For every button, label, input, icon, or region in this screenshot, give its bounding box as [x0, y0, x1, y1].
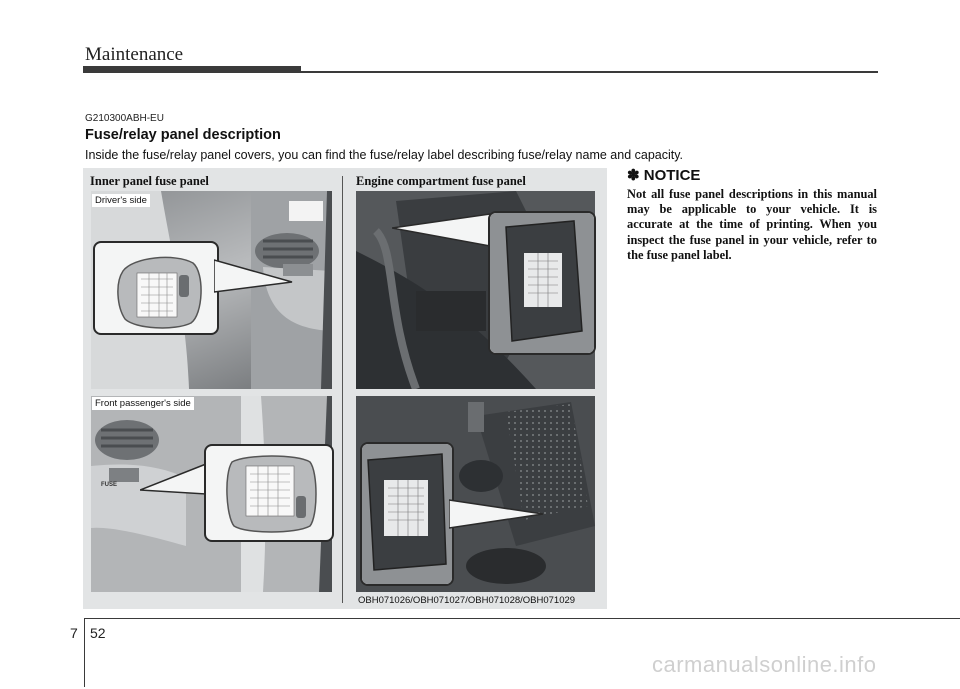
engine-fuse-box-icon — [490, 213, 594, 353]
engine-fuse-cover-icon — [362, 444, 452, 584]
section-intro: Inside the fuse/relay panel covers, you can find the fuse/relay label describing fuse/relay name and capacity. — [85, 148, 684, 162]
driver-callout-pointer — [214, 252, 294, 302]
section-title: Fuse/relay panel description — [85, 127, 281, 143]
driver-side-callout — [93, 241, 219, 335]
watermark: carmanualsonline.info — [652, 652, 877, 677]
passenger-side-tag: Front passenger's side — [92, 397, 194, 410]
notice-body: Not all fuse panel descriptions in this manual may be applicable to your vehicle. It is accurate at the time of printing. When you inspect the fuse panel in your vehicle, refer to the fuse panel label. — [627, 187, 877, 262]
engine-panel-label: Engine compartment fuse panel — [356, 174, 526, 188]
footer-rule — [84, 618, 960, 619]
header-rule-thin — [301, 71, 878, 73]
engine-bottom-callout — [360, 442, 454, 586]
engine-bottom-pointer — [449, 494, 545, 534]
header-title: Maintenance — [85, 44, 184, 65]
fuse-label-text: FUSE — [101, 482, 118, 488]
driver-fuse-cover-icon — [95, 243, 217, 333]
passenger-callout-pointer — [140, 462, 208, 502]
inner-panel-label: Inner panel fuse panel — [90, 174, 209, 188]
header-rule-thick — [83, 66, 301, 73]
footer-divider — [84, 618, 85, 687]
figure-reference: OBH071026/OBH071027/OBH071028/OBH071029 — [358, 595, 576, 606]
driver-side-tag: Driver's side — [92, 194, 150, 207]
section-code: G210300ABH-EU — [85, 113, 164, 124]
page-number: 52 — [90, 625, 106, 641]
passenger-side-callout — [204, 444, 334, 542]
engine-top-pointer — [392, 210, 492, 270]
figure-divider — [342, 176, 343, 603]
notice-title: ✽ NOTICE — [627, 167, 701, 184]
engine-top-callout — [488, 211, 596, 355]
passenger-fuse-cover-icon — [206, 446, 332, 540]
chapter-number: 7 — [70, 625, 78, 641]
